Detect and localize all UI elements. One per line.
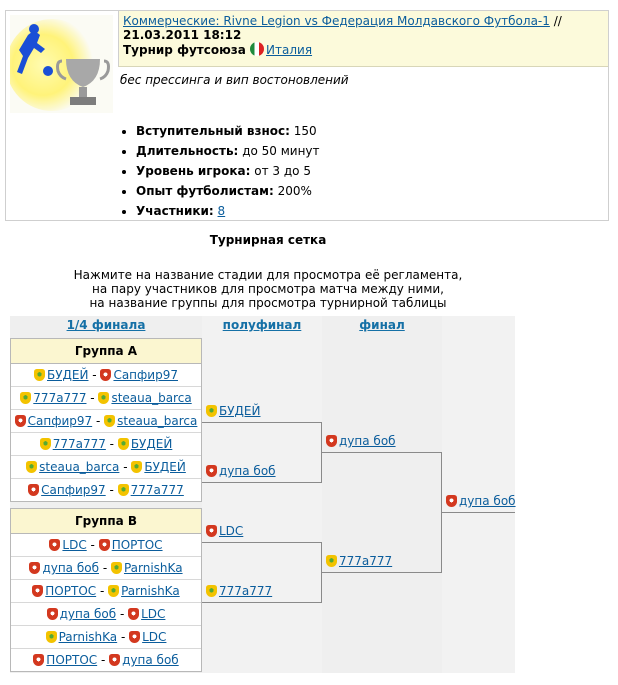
group-match[interactable] bbox=[11, 649, 201, 671]
final-slot[interactable]: дупа боб bbox=[326, 433, 396, 449]
vs-dash: - bbox=[96, 584, 109, 598]
semifinal-slot[interactable]: дупа боб bbox=[206, 463, 276, 479]
group-match[interactable] bbox=[11, 479, 201, 501]
semifinal-slot[interactable]: 777a777 bbox=[206, 583, 272, 599]
team-link[interactable]: steaua_barca bbox=[111, 391, 192, 405]
tournament-type: Турнир футсоюза bbox=[123, 43, 246, 57]
group-match[interactable] bbox=[11, 364, 201, 387]
team-link[interactable]: steaua_barca bbox=[39, 460, 120, 474]
group-b bbox=[10, 508, 202, 672]
team-shield-icon bbox=[118, 438, 129, 450]
info-experience: • Опыт футболистам: 200% bbox=[136, 181, 320, 201]
team-shield-icon bbox=[47, 608, 58, 620]
participants-link[interactable]: 8 bbox=[217, 204, 226, 218]
bracket-line bbox=[202, 542, 322, 543]
team-shield-icon bbox=[206, 405, 217, 417]
info-entry-fee: • Вступительный взнос: 150 bbox=[136, 121, 320, 141]
info-player-level: • Уровень игрока: от 3 до 5 bbox=[136, 161, 320, 181]
team-shield-icon bbox=[28, 484, 39, 496]
italy-flag-icon bbox=[250, 42, 264, 56]
vs-dash: - bbox=[86, 538, 99, 552]
stage-final-link[interactable]: финал bbox=[359, 318, 405, 332]
team-link[interactable]: 777a777 bbox=[52, 437, 106, 451]
bracket-line bbox=[322, 572, 442, 573]
vs-dash: - bbox=[92, 414, 105, 428]
vs-dash: - bbox=[105, 437, 118, 451]
team-shield-icon bbox=[108, 585, 119, 597]
final-slot[interactable]: 777a777 bbox=[326, 553, 392, 569]
group-match[interactable] bbox=[11, 580, 201, 603]
team-shield-icon bbox=[15, 415, 26, 427]
team-shield-icon bbox=[100, 369, 111, 381]
team-link[interactable]: LDC bbox=[62, 538, 87, 552]
group-match[interactable] bbox=[11, 433, 201, 456]
bracket-line bbox=[202, 482, 322, 483]
column-final bbox=[322, 316, 442, 673]
team-link[interactable]: ПОРТОС bbox=[46, 653, 98, 667]
team-link[interactable]: ParnishKa bbox=[121, 584, 180, 598]
team-shield-icon bbox=[32, 585, 43, 597]
tournament-bracket bbox=[10, 316, 515, 673]
tournament-info-list bbox=[120, 121, 320, 221]
team-link[interactable]: 777a777 bbox=[130, 483, 184, 497]
stage-semifinal-link[interactable]: полуфинал bbox=[222, 318, 302, 332]
team-shield-icon bbox=[111, 562, 122, 574]
team-shield-icon bbox=[206, 585, 217, 597]
team-shield-icon bbox=[26, 461, 37, 473]
column-semifinal bbox=[202, 316, 322, 673]
team-shield-icon bbox=[20, 392, 31, 404]
bracket-line bbox=[442, 512, 515, 513]
team-shield-icon bbox=[326, 555, 337, 567]
tournament-title-link[interactable]: Коммерческие: Rivne Legion vs Федерация Молдавского Футбола-1 bbox=[123, 14, 550, 28]
bracket-instructions: Нажмите на название стадии для просмотра её регламента, на пару участников для просмотра матча между ними, на название группы для просмотра турнирной таблицы bbox=[73, 268, 463, 310]
group-match[interactable] bbox=[11, 410, 201, 433]
title-separator: // bbox=[549, 14, 562, 28]
group-a-header[interactable]: Группа A bbox=[11, 339, 201, 364]
team-shield-icon bbox=[40, 438, 51, 450]
bracket-title: Турнирная сетка bbox=[209, 233, 327, 247]
team-shield-icon bbox=[118, 484, 129, 496]
semifinal-slot[interactable]: LDC bbox=[206, 523, 243, 539]
team-link[interactable]: дупа боб bbox=[42, 561, 99, 575]
team-shield-icon bbox=[46, 631, 57, 643]
team-shield-icon bbox=[109, 654, 120, 666]
team-shield-icon bbox=[99, 539, 110, 551]
vs-dash: - bbox=[97, 653, 110, 667]
bracket-line bbox=[202, 422, 322, 423]
vs-dash: - bbox=[117, 630, 130, 644]
vs-dash: - bbox=[88, 368, 101, 382]
vs-dash: - bbox=[99, 561, 111, 575]
team-link[interactable]: steaua_barca bbox=[117, 414, 198, 428]
country-link[interactable]: Италия bbox=[266, 43, 313, 57]
team-shield-icon bbox=[34, 369, 45, 381]
vs-dash: - bbox=[86, 391, 99, 405]
bracket-line bbox=[322, 452, 442, 453]
team-shield-icon bbox=[98, 392, 109, 404]
team-link[interactable]: Сапфир97 bbox=[27, 414, 93, 428]
semifinal-slot[interactable]: БУДЕЙ bbox=[206, 403, 260, 419]
team-link[interactable]: ПОРТОС bbox=[45, 584, 97, 598]
group-a bbox=[10, 338, 202, 502]
team-shield-icon bbox=[206, 465, 217, 477]
team-shield-icon bbox=[49, 539, 60, 551]
team-link[interactable]: дупа боб bbox=[59, 607, 117, 621]
vs-dash: - bbox=[105, 483, 118, 497]
team-shield-icon bbox=[129, 631, 140, 643]
team-link[interactable]: 777a777 bbox=[33, 391, 87, 405]
team-link[interactable]: ПОРТОС bbox=[111, 538, 163, 552]
team-link[interactable]: дупа боб bbox=[122, 653, 179, 667]
team-shield-icon bbox=[33, 654, 44, 666]
team-link[interactable]: БУДЕЙ bbox=[130, 437, 173, 451]
team-shield-icon bbox=[446, 495, 457, 507]
team-link[interactable]: LDC bbox=[142, 630, 167, 644]
group-b-header[interactable]: Группа B bbox=[11, 509, 201, 534]
tournament-datetime: 21.03.2011 18:12 bbox=[123, 28, 242, 42]
tournament-card bbox=[5, 10, 609, 221]
team-shield-icon bbox=[131, 461, 142, 473]
team-shield-icon bbox=[29, 562, 40, 574]
team-link[interactable]: Сапфир97 bbox=[113, 368, 178, 382]
group-match[interactable] bbox=[11, 557, 201, 580]
team-link[interactable]: Сапфир97 bbox=[41, 483, 106, 497]
bracket-line bbox=[202, 602, 322, 603]
team-shield-icon bbox=[104, 415, 115, 427]
team-shield-icon bbox=[206, 525, 217, 537]
group-match[interactable] bbox=[11, 626, 201, 649]
info-duration: • Длительность: до 50 минут bbox=[136, 141, 320, 161]
stage-quarterfinal-link[interactable]: 1/4 финала bbox=[66, 318, 146, 332]
tournament-logo bbox=[10, 15, 113, 113]
group-match[interactable] bbox=[11, 456, 201, 479]
tournament-header bbox=[118, 11, 608, 67]
group-match[interactable] bbox=[11, 387, 201, 410]
team-shield-icon bbox=[326, 435, 337, 447]
team-link[interactable]: ParnishKa bbox=[123, 561, 183, 575]
info-participants: • Участники: 8 bbox=[136, 201, 320, 221]
team-link[interactable]: БУДЕЙ bbox=[144, 460, 186, 474]
tournament-description: бес прессинга и вип востоновлений bbox=[120, 73, 349, 87]
vs-dash: - bbox=[119, 460, 132, 474]
trophy-logo-icon bbox=[10, 15, 113, 113]
vs-dash: - bbox=[116, 607, 129, 621]
team-link[interactable]: БУДЕЙ bbox=[47, 368, 89, 382]
team-link[interactable]: LDC bbox=[141, 607, 166, 621]
group-match[interactable] bbox=[11, 603, 201, 626]
team-shield-icon bbox=[128, 608, 139, 620]
winner-slot[interactable]: дупа боб bbox=[446, 493, 516, 509]
group-match[interactable] bbox=[11, 534, 201, 557]
team-link[interactable]: ParnishKa bbox=[58, 630, 118, 644]
